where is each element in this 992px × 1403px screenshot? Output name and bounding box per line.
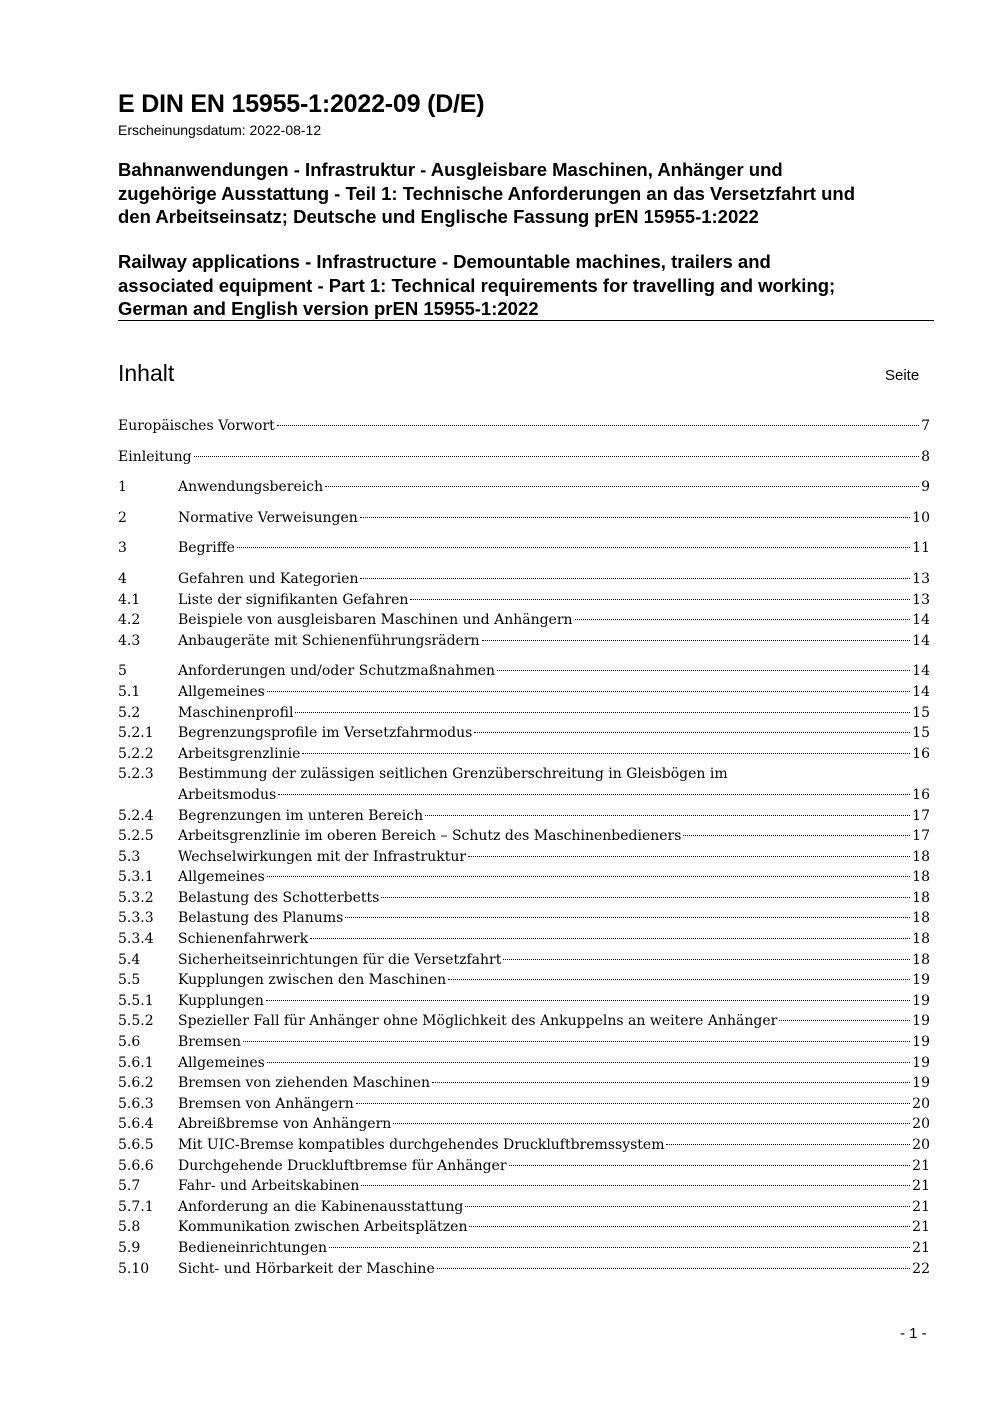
toc-entry-title: Belastung des Planums — [178, 910, 344, 927]
toc-entry[interactable] — [118, 1156, 930, 1177]
toc-dot-leader — [243, 1041, 910, 1042]
toc-entry-page: 14 — [912, 632, 930, 649]
toc-entry-page: 14 — [912, 683, 930, 700]
toc-entry-line — [178, 808, 930, 824]
toc-entry-title: Bremsen von Anhängern — [178, 1095, 354, 1112]
toc-entry-number: 4.2 — [118, 612, 141, 629]
toc-entry-title: Einleitung — [118, 448, 192, 465]
toc-entry-page: 18 — [912, 910, 930, 927]
toc-entry-page: 18 — [912, 869, 930, 886]
toc-entry-number: 5.3.2 — [118, 889, 154, 906]
toc-entry[interactable] — [118, 447, 930, 468]
toc-entry-line — [178, 972, 930, 988]
toc-entry[interactable] — [118, 416, 930, 437]
toc-entry[interactable] — [118, 826, 930, 847]
toc-entry[interactable] — [118, 1238, 930, 1259]
toc-entry-page: 13 — [912, 570, 930, 587]
toc-entry[interactable] — [118, 703, 930, 724]
toc-entry-page: 16 — [912, 786, 930, 803]
toc-entry-title: Sicherheitseinrichtungen für die Versetzfahrt — [178, 951, 502, 968]
toc-entry-title: Fahr- und Arbeitskabinen — [178, 1178, 360, 1195]
toc-dot-leader — [509, 1165, 911, 1166]
toc-entry-page: 19 — [912, 1034, 930, 1051]
toc-entry-title: Schienenfahrwerk — [178, 931, 309, 948]
toc-dot-leader — [666, 1144, 910, 1145]
toc-entry-number: 5.2.5 — [118, 828, 154, 845]
toc-entry[interactable] — [118, 1176, 930, 1197]
toc-entry-page: 19 — [912, 972, 930, 989]
toc-dot-leader — [468, 856, 910, 857]
toc-dot-leader — [356, 1103, 910, 1104]
toc-dot-leader — [266, 1000, 910, 1001]
toc-entry-number: 5.6.3 — [118, 1095, 154, 1112]
toc-entry-title: Arbeitsmodus — [178, 786, 277, 803]
toc-entry-page: 18 — [912, 889, 930, 906]
toc-entry-number: 4 — [118, 570, 127, 587]
toc-entry[interactable] — [118, 590, 930, 611]
toc-dot-leader — [425, 815, 910, 816]
toc-entry-page: 18 — [912, 951, 930, 968]
toc-entry-title: Begrenzungen im unteren Bereich — [178, 807, 424, 824]
toc-entry-page: 11 — [912, 540, 930, 557]
toc-entry-title: Allgemeines — [178, 869, 265, 886]
title-english-line: Railway applications - Infrastructure - Demountable machines, trailers and — [118, 251, 771, 272]
toc-entry-title: Sicht- und Hörbarkeit der Maschine — [178, 1260, 435, 1277]
toc-entry-number: 5.5 — [118, 972, 141, 989]
toc-entry-number: 5.9 — [118, 1239, 141, 1256]
toc-entry-line — [178, 1055, 930, 1071]
toc-dot-leader — [437, 1268, 910, 1269]
toc-dot-leader — [278, 794, 910, 795]
toc-dot-leader — [465, 1206, 910, 1207]
toc-entry-page: 18 — [912, 848, 930, 865]
toc-entry-page: 16 — [912, 745, 930, 762]
toc-entry-title: Beispiele von ausgleisbaren Maschinen und Anhängern — [178, 612, 573, 629]
toc-entry-number: 5.5.2 — [118, 1013, 154, 1030]
toc-entry[interactable] — [118, 1053, 930, 1074]
toc-entry-line — [178, 725, 930, 741]
toc-entry-line — [178, 633, 930, 649]
toc-entry-line — [178, 1116, 930, 1132]
title-english-line: German and English version prEN 15955-1:2022 — [118, 298, 539, 319]
toc-entry-line — [178, 684, 930, 700]
toc-entry-line — [178, 1261, 930, 1277]
toc-entry[interactable] — [118, 1073, 930, 1094]
toc-dot-leader — [575, 619, 911, 620]
toc-entry[interactable] — [118, 867, 930, 888]
toc-entry-page: 9 — [921, 479, 930, 496]
toc-entry[interactable] — [118, 970, 930, 991]
toc-entry-title: Belastung des Schotterbetts — [178, 889, 380, 906]
toc-entry-page: 19 — [912, 992, 930, 1009]
toc-dot-leader — [267, 691, 910, 692]
toc-dot-leader — [503, 959, 910, 960]
toc-entry-line — [178, 1096, 930, 1112]
toc-dot-leader — [360, 578, 910, 579]
toc-entry-number: 5 — [118, 663, 127, 680]
toc-entry-title: Bremsen — [178, 1034, 242, 1051]
toc-entry[interactable] — [118, 991, 930, 1012]
toc-entry-number: 5.7.1 — [118, 1198, 154, 1215]
toc-dot-leader — [267, 1062, 910, 1063]
toc-entry-line — [178, 571, 930, 587]
toc-entry-line — [178, 910, 930, 926]
toc-dot-leader — [267, 876, 910, 877]
toc-entry-line — [178, 746, 930, 762]
toc-entry-page: 19 — [912, 1054, 930, 1071]
toc-dot-leader — [393, 1123, 910, 1124]
toc-dot-leader — [325, 486, 919, 487]
toc-dot-leader — [194, 456, 920, 457]
toc-entry-line — [178, 540, 930, 556]
toc-entry-title: Gefahren und Kategorien — [178, 570, 359, 587]
toc-entry-line — [178, 592, 930, 608]
toc-entry[interactable] — [118, 723, 930, 744]
toc-dot-leader — [381, 897, 910, 898]
toc-entry-page: 14 — [912, 663, 930, 680]
toc-dot-leader — [310, 938, 910, 939]
toc-entry-title: Kupplungen zwischen den Maschinen — [178, 972, 447, 989]
toc-dot-leader — [469, 1226, 910, 1227]
toc-entry-title: Wechselwirkungen mit der Infrastruktur — [178, 848, 467, 865]
toc-entry-number: 2 — [118, 509, 127, 526]
toc-entry-title: Kupplungen — [178, 992, 264, 1009]
toc-entry-page: 21 — [912, 1198, 930, 1215]
toc-entry-title: Maschinenprofil — [178, 704, 294, 721]
toc-entry-page: 21 — [912, 1157, 930, 1174]
toc-entry-title: Liste der signifikanten Gefahren — [178, 591, 409, 608]
header-divider — [118, 320, 934, 321]
toc-entry-number: 5.2.4 — [118, 807, 154, 824]
toc-entry-title: Anforderungen und/oder Schutzmaßnahmen — [178, 663, 496, 680]
toc-entry[interactable] — [118, 888, 930, 909]
title-english — [118, 250, 938, 321]
toc-dot-leader — [779, 1020, 910, 1021]
toc-entry-title: Mit UIC-Bremse kompatibles durchgehendes Druckluftbremssystem — [178, 1137, 665, 1153]
title-german-line: zugehörige Ausstattung - Teil 1: Technische Anforderungen an das Versetzfahrt und — [118, 182, 856, 204]
toc-entry-page: 10 — [912, 509, 930, 526]
toc-entry-line — [178, 1240, 930, 1256]
toc-dot-leader — [448, 979, 910, 980]
toc-entry[interactable] — [118, 1135, 930, 1156]
toc-entry-number: 3 — [118, 540, 127, 557]
toc-entry-number: 5.2.2 — [118, 745, 154, 762]
toc-entry-title: Allgemeines — [178, 1054, 265, 1071]
toc-entry-line — [178, 1075, 930, 1091]
toc-entry-number: 4.3 — [118, 632, 141, 649]
toc-entry-line — [178, 1178, 930, 1194]
toc-entry-page: 17 — [912, 807, 930, 824]
toc-entry[interactable] — [118, 682, 930, 703]
toc-entry[interactable] — [118, 744, 930, 765]
toc-entry-line — [178, 1158, 930, 1174]
toc-entry-title: Anforderung an die Kabinenausstattung — [178, 1198, 464, 1215]
toc-entry-number: 5.5.1 — [118, 992, 154, 1009]
toc-entry-title: Kommunikation zwischen Arbeitsplätzen — [178, 1219, 468, 1236]
toc-entry-line — [178, 828, 930, 844]
toc-entry[interactable] — [118, 764, 930, 805]
toc-entry-number: 5.6.4 — [118, 1116, 154, 1133]
toc-entry-number: 5.4 — [118, 951, 141, 968]
toc-dot-leader — [482, 640, 911, 641]
toc-entry-number: 5.7 — [118, 1178, 141, 1195]
toc-entry-line — [118, 418, 930, 434]
title-german — [118, 158, 938, 229]
toc-entry[interactable] — [118, 508, 930, 529]
toc-entry-continuation — [178, 787, 930, 803]
toc-entry-title: Anwendungsbereich — [178, 479, 324, 496]
toc-entry-page: 15 — [912, 725, 930, 742]
toc-entry-page: 20 — [912, 1116, 930, 1133]
toc-dot-leader — [361, 1185, 910, 1186]
publication-date: Erscheinungsdatum: 2022-08-12 — [118, 122, 322, 138]
toc-dot-leader — [277, 425, 919, 426]
toc-page-label: Seite — [885, 367, 920, 384]
toc-entry-title: Europäisches Vorwort — [118, 418, 275, 434]
toc-dot-leader — [295, 712, 910, 713]
toc-entry-number: 5.6.6 — [118, 1157, 154, 1174]
page-number: - 1 - — [900, 1325, 927, 1342]
toc-entry-line — [178, 931, 930, 947]
table-of-contents — [118, 416, 930, 1279]
toc-entry-line — [178, 612, 930, 628]
document-id: E DIN EN 15955-1:2022-09 (D/E) — [118, 90, 485, 118]
toc-entry[interactable] — [118, 1197, 930, 1218]
toc-entry[interactable] — [118, 1011, 930, 1032]
toc-entry[interactable] — [118, 477, 930, 498]
toc-entry-page: 20 — [912, 1095, 930, 1112]
toc-entry-number: 5.2.1 — [118, 725, 154, 742]
title-english-line: associated equipment - Part 1: Technical requirements for travelling and working; — [118, 274, 836, 296]
toc-entry-title: Begrenzungsprofile im Versetzfahrmodus — [178, 725, 473, 742]
toc-entry-line — [178, 705, 930, 721]
toc-entry[interactable] — [118, 661, 930, 682]
toc-entry-page: 14 — [912, 612, 930, 629]
toc-entry-line — [178, 510, 930, 526]
toc-entry-line — [178, 1137, 930, 1153]
toc-entry[interactable] — [118, 610, 930, 631]
toc-entry-number: 5.2.3 — [118, 766, 154, 783]
toc-dot-leader — [683, 835, 910, 836]
toc-entry-line — [118, 449, 930, 465]
toc-entry-line — [178, 1034, 930, 1050]
toc-dot-leader — [432, 1082, 910, 1083]
toc-entry-number: 5.10 — [118, 1260, 150, 1277]
toc-entry[interactable] — [118, 950, 930, 971]
toc-entry-title: Bremsen von ziehenden Maschinen — [178, 1075, 430, 1092]
toc-entry-page: 18 — [912, 931, 930, 948]
toc-dot-leader — [329, 1247, 910, 1248]
toc-dot-leader — [302, 753, 910, 754]
toc-dot-leader — [360, 517, 910, 518]
toc-entry-number: 5.2 — [118, 704, 141, 721]
toc-entry[interactable] — [118, 631, 930, 652]
toc-entry-line — [178, 479, 930, 495]
toc-entry-number: 1 — [118, 479, 127, 496]
toc-entry[interactable] — [118, 1094, 930, 1115]
toc-entry-title: Durchgehende Druckluftbremse für Anhänger — [178, 1157, 507, 1174]
toc-dot-leader — [410, 599, 910, 600]
toc-entry-page: 19 — [912, 1075, 930, 1092]
toc-entry-title: Spezieller Fall für Anhänger ohne Möglichkeit des Ankuppelns an weitere Anhänger — [178, 1013, 778, 1030]
toc-entry-page: 21 — [912, 1239, 930, 1256]
toc-entry-title: Bedieneinrichtungen — [178, 1239, 328, 1256]
toc-entry-number: 4.1 — [118, 591, 141, 608]
title-german-line: Bahnanwendungen - Infrastruktur - Ausgleisbare Maschinen, Anhänger und — [118, 159, 783, 180]
toc-entry-page: 20 — [912, 1137, 930, 1153]
toc-entry-number: 5.6.1 — [118, 1054, 154, 1071]
toc-entry-line — [178, 890, 930, 906]
toc-entry-number: 5.8 — [118, 1219, 141, 1236]
toc-entry-number: 5.3 — [118, 848, 141, 865]
toc-entry-page: 19 — [912, 1013, 930, 1030]
toc-entry-title: Begriffe — [178, 540, 235, 557]
toc-entry-number: 5.6 — [118, 1034, 141, 1051]
toc-entry-number: 5.3.1 — [118, 869, 154, 886]
toc-entry-page: 13 — [912, 591, 930, 608]
toc-entry-number: 5.3.3 — [118, 910, 154, 927]
toc-entry-title: Anbaugeräte mit Schienenführungsrädern — [178, 632, 480, 649]
toc-entry[interactable] — [118, 847, 930, 868]
toc-entry-page: 22 — [912, 1260, 930, 1277]
toc-dot-leader — [237, 547, 910, 548]
toc-entry-title: Abreißbremse von Anhängern — [178, 1116, 392, 1133]
toc-entry-line — [178, 869, 930, 885]
toc-entry[interactable] — [118, 1032, 930, 1053]
toc-entry-page: 21 — [912, 1178, 930, 1195]
toc-entry-line — [178, 952, 930, 968]
toc-entry[interactable] — [118, 929, 930, 950]
toc-entry[interactable] — [118, 1114, 930, 1135]
toc-entry-line — [178, 1219, 930, 1235]
toc-entry-number: 5.6.5 — [118, 1137, 154, 1153]
toc-entry-title: Arbeitsgrenzlinie im oberen Bereich – Schutz des Maschinenbedieners — [178, 828, 682, 845]
title-german-line: den Arbeitseinsatz; Deutsche und Englische Fassung prEN 15955-1:2022 — [118, 206, 759, 227]
toc-entry-line — [178, 993, 930, 1009]
toc-entry-line — [178, 1013, 930, 1029]
toc-entry-page: 7 — [921, 418, 930, 434]
toc-entry-page: 17 — [912, 828, 930, 845]
toc-entry-page: 15 — [912, 704, 930, 721]
toc-dot-leader — [345, 917, 910, 918]
toc-entry[interactable] — [118, 806, 930, 827]
toc-entry-title: Allgemeines — [178, 683, 265, 700]
toc-entry-number: 5.3.4 — [118, 931, 154, 948]
toc-entry[interactable] — [118, 1259, 930, 1280]
toc-entry[interactable] — [118, 538, 930, 559]
toc-entry-title: Normative Verweisungen — [178, 509, 358, 526]
toc-heading: Inhalt — [118, 360, 175, 386]
toc-dot-leader — [497, 670, 910, 671]
toc-entry[interactable] — [118, 908, 930, 929]
toc-entry-title: Bestimmung der zulässigen seitlichen Grenzüberschreitung in Gleisbögen im — [178, 766, 728, 783]
toc-entry-line — [178, 663, 930, 679]
toc-dot-leader — [474, 732, 910, 733]
toc-entry-line — [178, 849, 930, 865]
toc-entry-page: 21 — [912, 1219, 930, 1236]
toc-entry-number: 5.1 — [118, 683, 141, 700]
toc-entry-title: Arbeitsgrenzlinie — [178, 745, 301, 762]
toc-entry-line — [178, 1199, 930, 1215]
toc-entry[interactable] — [118, 1217, 930, 1238]
toc-entry[interactable] — [118, 569, 930, 590]
toc-entry-number: 5.6.2 — [118, 1075, 154, 1092]
toc-entry-page: 8 — [921, 448, 930, 465]
